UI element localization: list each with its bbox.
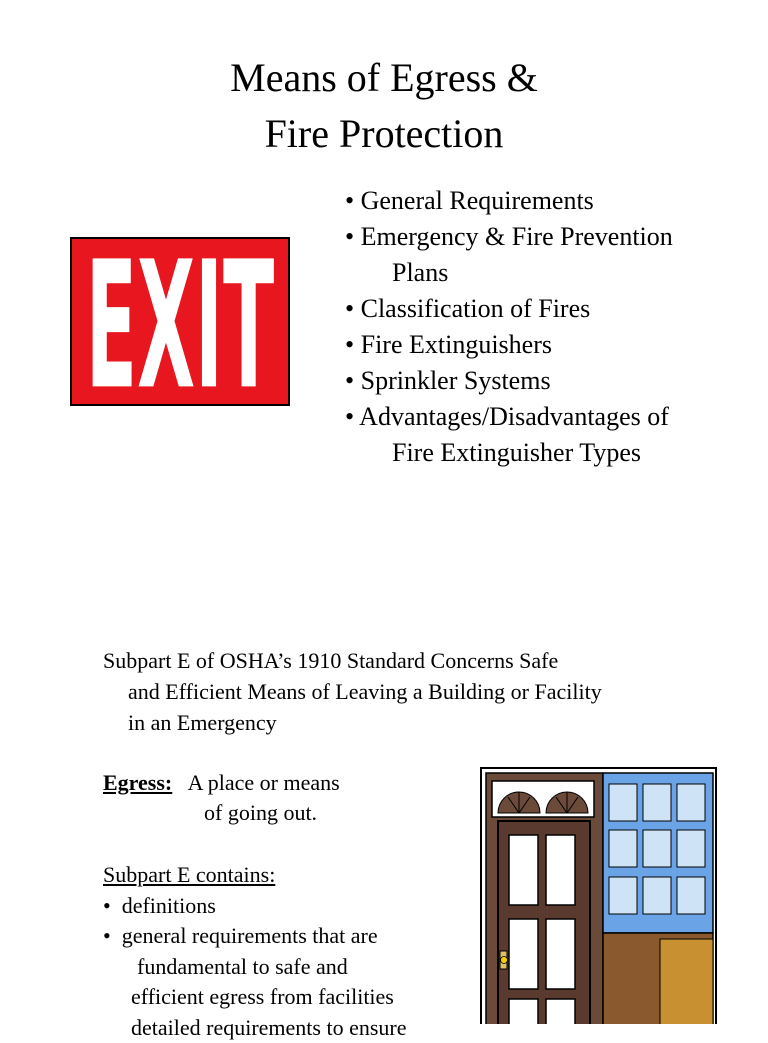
page-title [0,50,768,162]
intro-line-2: and Efficient Means of Leaving a Building or Facility [103,676,723,707]
list-item: • general requirements that are fundamental to safe and efficient egress from facilities detailed requirements to ensure [103,921,463,1043]
egress-definition-text: A place or means [188,770,340,795]
intro-paragraph [103,645,723,738]
door-illustration [480,767,718,1024]
egress-definition [103,768,463,828]
subpart-contents-list [103,891,463,1043]
topic-item: • Advantages/Disadvantages of Fire Extinguisher Types [345,399,745,471]
topic-item: • Fire Extinguishers [345,327,745,363]
topic-item: • Sprinkler Systems [345,363,745,399]
title-line-1: Means of Egress & [0,50,768,106]
topic-item: • Classification of Fires [345,291,745,327]
doorknob-icon [501,957,508,964]
intro-line-3: in an Emergency [103,707,723,738]
list-item: • definitions [103,891,463,922]
subpart-contents-heading: Subpart E contains: [103,860,463,891]
egress-term: Egress: [103,770,172,795]
topic-list [345,183,745,471]
egress-definition-cont: of going out. [103,798,463,828]
title-line-2: Fire Protection [0,106,768,162]
subpart-contents [103,860,463,1043]
intro-line-1: Subpart E of OSHA’s 1910 Standard Concerns Safe [103,648,558,673]
exit-sign-text: EXIT [86,239,275,404]
exit-sign-image [70,237,290,406]
topic-item: • General Requirements [345,183,745,219]
exit-sign-lettering [72,239,288,404]
topic-item: • Emergency & Fire Prevention Plans [345,219,745,291]
